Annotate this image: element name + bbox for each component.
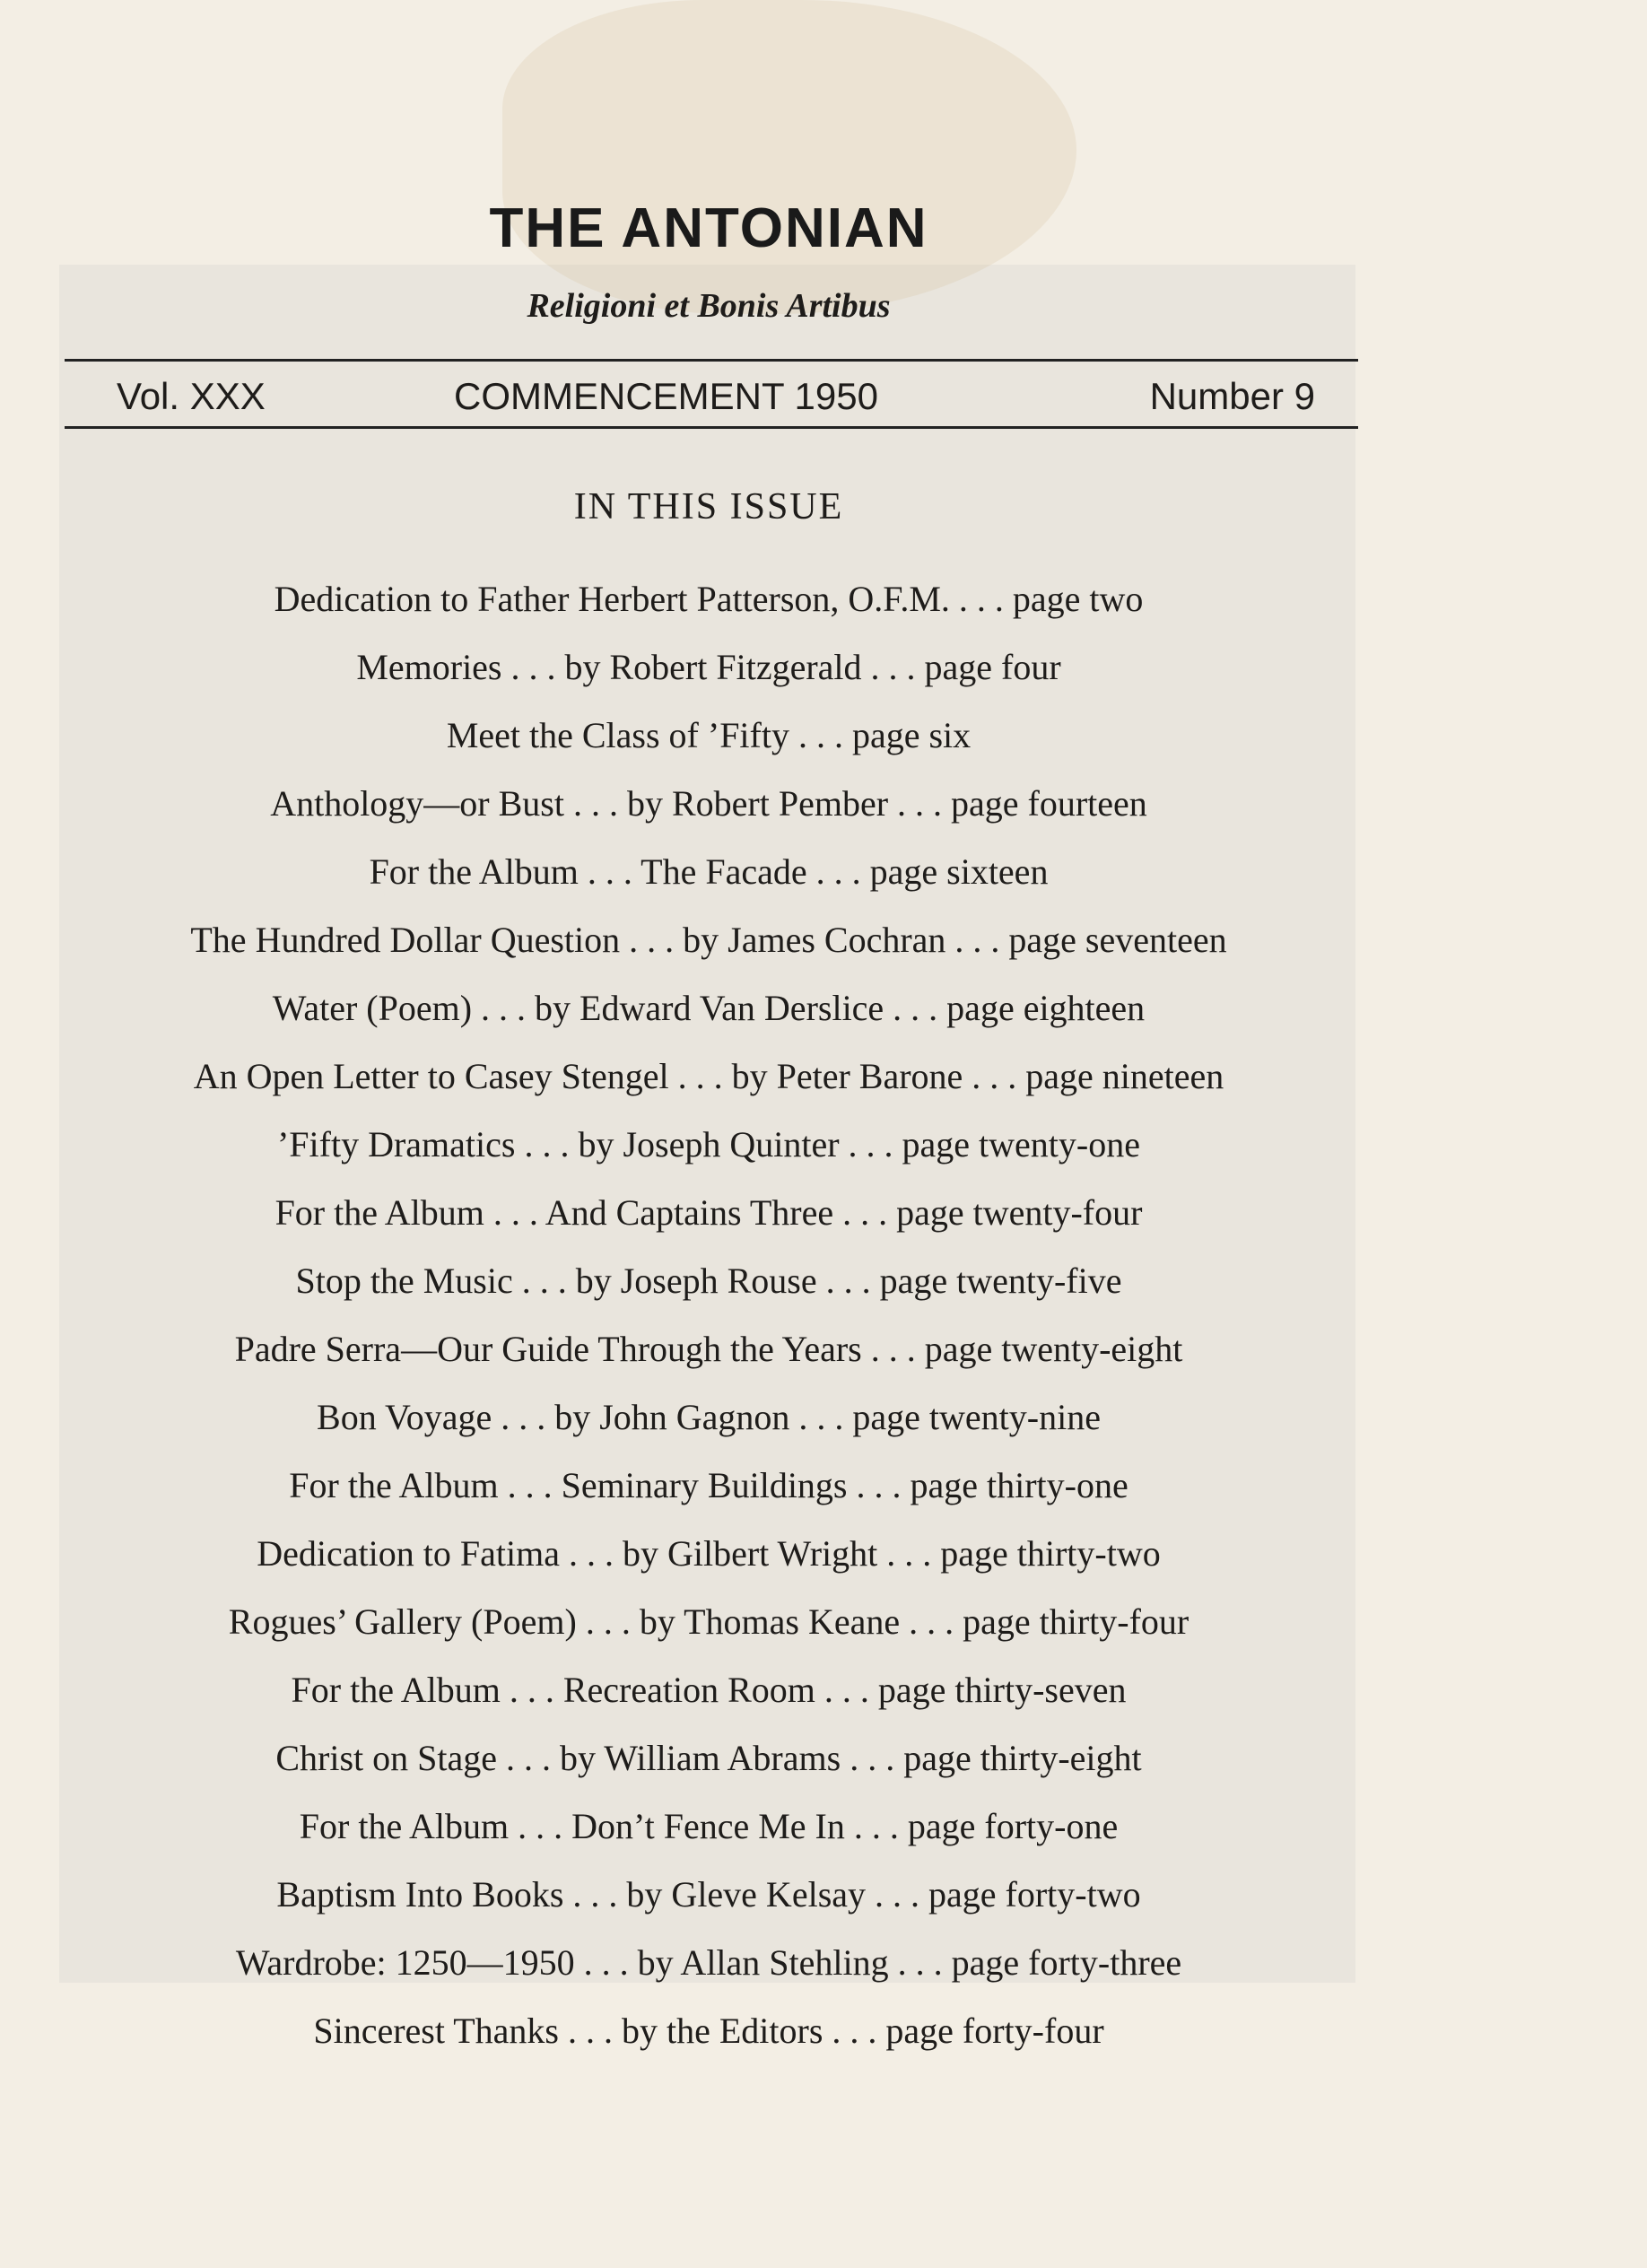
volume-label: Vol. XXX: [117, 375, 266, 417]
toc-entry: For the Album . . . And Captains Three . . . page twenty-four: [274, 1192, 1143, 1233]
toc-entry: ’Fifty Dramatics . . . by Joseph Quinter . . . page twenty-one: [276, 1124, 1140, 1165]
issue-number: Number 9: [1149, 375, 1315, 417]
toc-entry: Christ on Stage . . . by William Abrams . . . page thirty-eight: [275, 1738, 1142, 1778]
toc-entry: The Hundred Dollar Question . . . by James Cochran . . . page seventeen: [190, 920, 1227, 960]
toc-entry: An Open Letter to Casey Stengel . . . by Peter Barone . . . page nineteen: [193, 1056, 1224, 1096]
volume-line: [65, 370, 1358, 423]
toc-entry: Bon Voyage . . . by John Gagnon . . . page twenty-nine: [317, 1397, 1101, 1437]
toc-entry: Water (Poem) . . . by Edward Van Derslice . . . page eighteen: [272, 988, 1146, 1028]
masthead: [0, 188, 1417, 328]
toc-entry: Padre Serra—Our Guide Through the Years . . . page twenty-eight: [234, 1329, 1183, 1369]
toc-entry: Wardrobe: 1250—1950 . . . by Allan Stehling . . . page forty-three: [235, 1942, 1182, 1983]
toc-entry: Dedication to Father Herbert Patterson, O.F.M. . . . page two: [274, 579, 1144, 619]
toc-entry: Baptism Into Books . . . by Gleve Kelsay . . . page forty-two: [276, 1874, 1141, 1915]
toc-entry: Rogues’ Gallery (Poem) . . . by Thomas Keane . . . page thirty-four: [228, 1601, 1190, 1642]
edition-label: COMMENCEMENT 1950: [454, 375, 878, 417]
publication-title: THE ANTONIAN: [489, 197, 928, 259]
toc-entry: Memories . . . by Robert Fitzgerald . . . page four: [356, 647, 1061, 687]
bottom-rule: [65, 426, 1358, 429]
toc-entry: For the Album . . . Recreation Room . . . page thirty-seven: [291, 1670, 1127, 1710]
toc-entry: Dedication to Fatima . . . by Gilbert Wright . . . page thirty-two: [257, 1533, 1161, 1574]
top-rule: [65, 359, 1358, 362]
table-of-contents: [0, 572, 1417, 2072]
contents-heading: IN THIS ISSUE: [573, 486, 844, 528]
toc-entry: For the Album . . . The Facade . . . page sixteen: [369, 851, 1049, 892]
toc-entry: For the Album . . . Don’t Fence Me In . . . page forty-one: [299, 1806, 1119, 1846]
toc-entry: For the Album . . . Seminary Buildings . . . page thirty-one: [289, 1465, 1128, 1505]
toc-entry: Sincerest Thanks . . . by the Editors . . . page forty-four: [313, 2011, 1104, 2051]
toc-entry: Anthology—or Bust . . . by Robert Pember . . . page fourteen: [270, 783, 1147, 824]
motto: Religioni et Bonis Artibus: [527, 287, 891, 325]
toc-entry: Stop the Music . . . by Joseph Rouse . . . page twenty-five: [295, 1260, 1122, 1301]
toc-entry: Meet the Class of ’Fifty . . . page six: [446, 715, 972, 755]
